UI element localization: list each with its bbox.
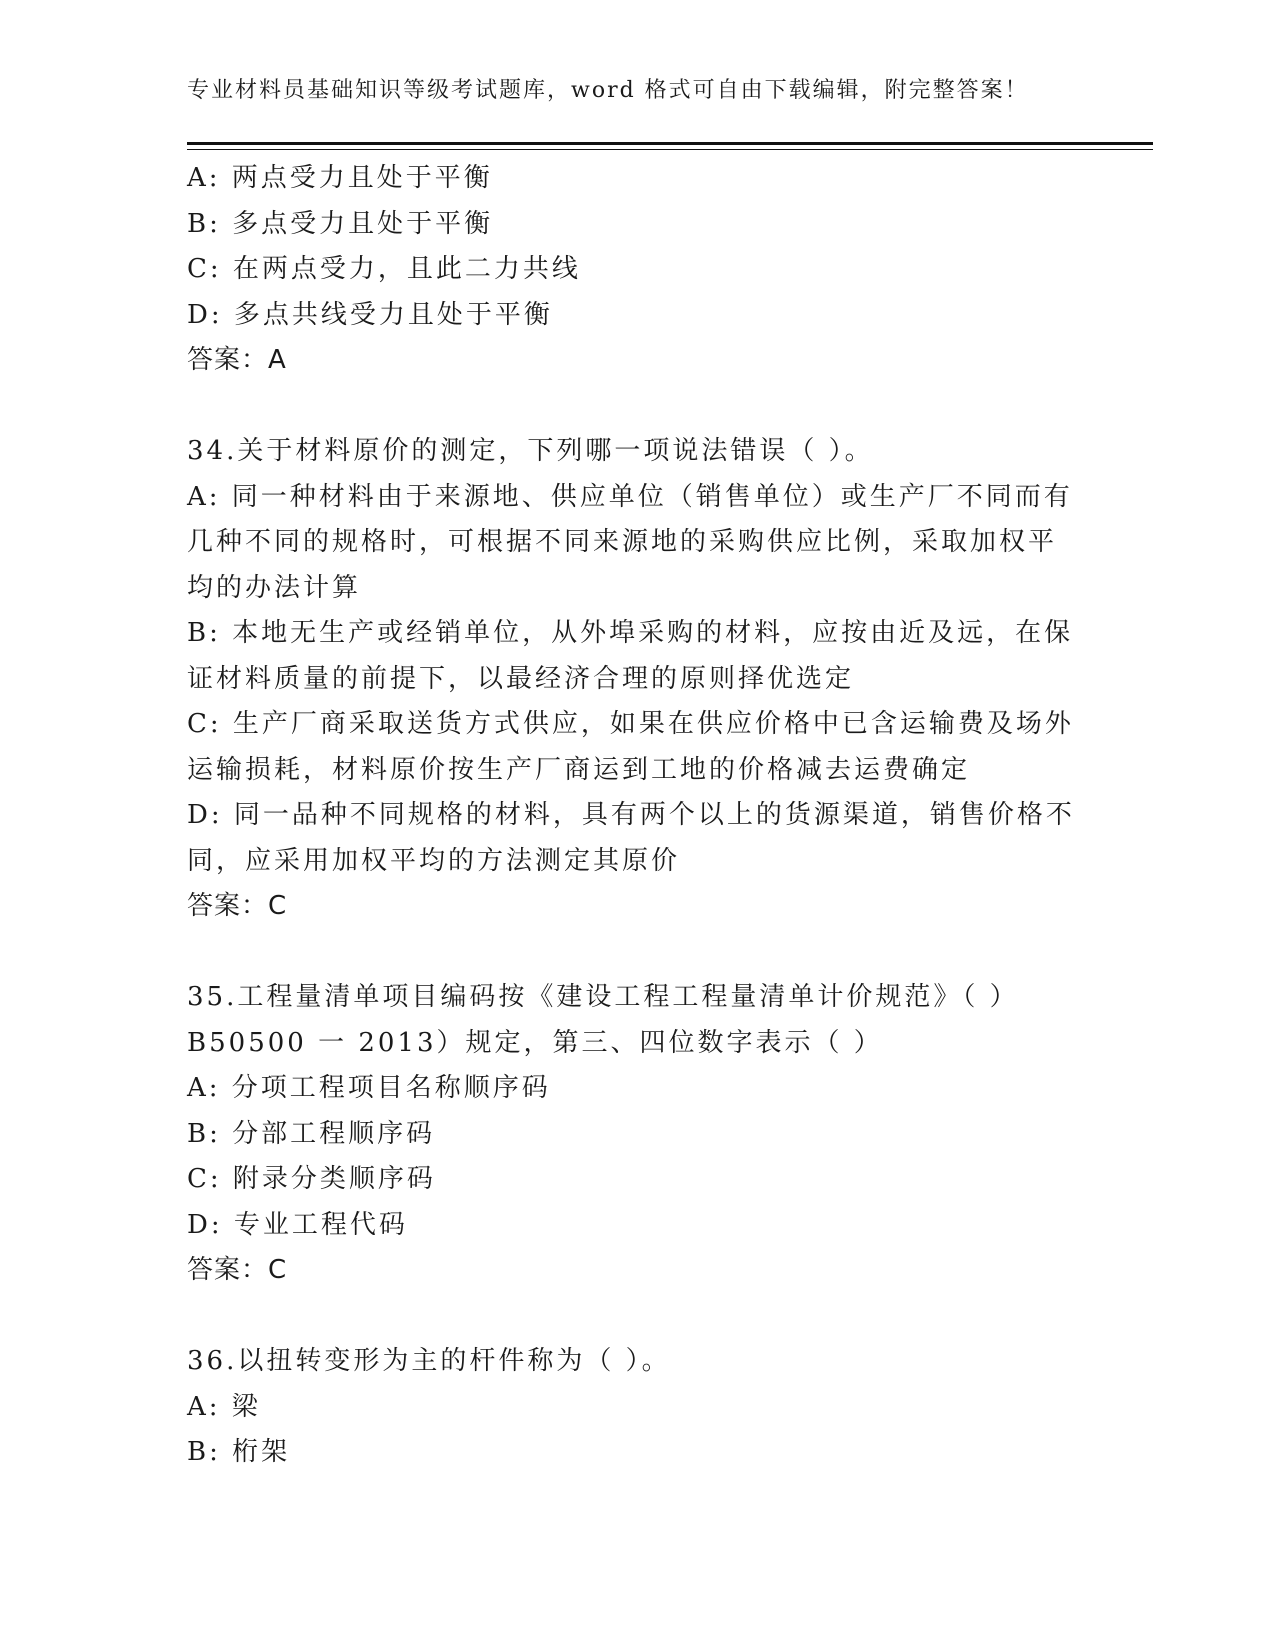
q35-option-b: B: 分部工程顺序码 [187,1118,436,1149]
q33-option-d: D: 多点共线受力且处于平衡 [187,299,553,330]
q34-line: 均的办法计算 [187,572,362,603]
q34-line: 同，应采用加权平均的方法测定其原价 [187,845,681,876]
q34-line: B: 本地无生产或经销单位，从外埠采购的材料，应按由近及远，在保 [187,618,1074,648]
q33-option-b: B: 多点受力且处于平衡 [187,208,494,239]
q35-option-d: D: 专业工程代码 [187,1209,408,1240]
q34-line: 证材料质量的前提下，以最经济合理的原则择优选定 [187,663,855,694]
q34-line: D: 同一品种不同规格的材料，具有两个以上的货源渠道，销售价格不 [187,800,1075,830]
q35-option-c: C: 附录分类顺序码 [187,1164,436,1194]
q33-option-c: C: 在两点受力，且此二力共线 [187,254,581,284]
q36-option-a: A: 梁 [187,1391,261,1422]
q34-answer: 答案：C [187,891,288,921]
q34-line: A: 同一种材料由于来源地、供应单位（销售单位）或生产厂不同而有 [187,481,1073,512]
header-rule-thick [187,142,1153,145]
header-rule-thin [187,149,1153,150]
q35-question: 35.工程量清单项目编码按《建设工程工程量清单计价规范》（ ） [187,982,1019,1012]
q33-answer: 答案：A [187,345,287,375]
page-header: 专业材料员基础知识等级考试题库，word 格式可自由下载编辑，附完整答案！ [187,78,1029,103]
q33-option-a: A: 两点受力且处于平衡 [187,163,493,193]
q34-line: C: 生产厂商采取送货方式供应，如果在供应价格中已含运输费及场外 [187,709,1074,739]
q35-answer: 答案：C [187,1255,288,1285]
q35-option-a: A: 分项工程项目名称顺序码 [187,1073,551,1103]
q34-question: 34.关于材料原价的测定，下列哪一项说法错误（ ）。 [187,436,874,466]
q35-question: B50500 一 2013）规定，第三、四位数字表示（ ） [187,1027,883,1058]
q34-line: 几种不同的规格时，可根据不同来源地的采购供应比例，采取加权平 [187,527,1058,557]
q36-option-b: B: 桁架 [187,1437,291,1467]
question-content [187,156,1087,1476]
q36-question: 36.以扭转变形为主的杆件称为（ ）。 [187,1346,671,1376]
q34-line: 运输损耗，材料原价按生产厂商运到工地的价格减去运费确定 [187,754,971,785]
